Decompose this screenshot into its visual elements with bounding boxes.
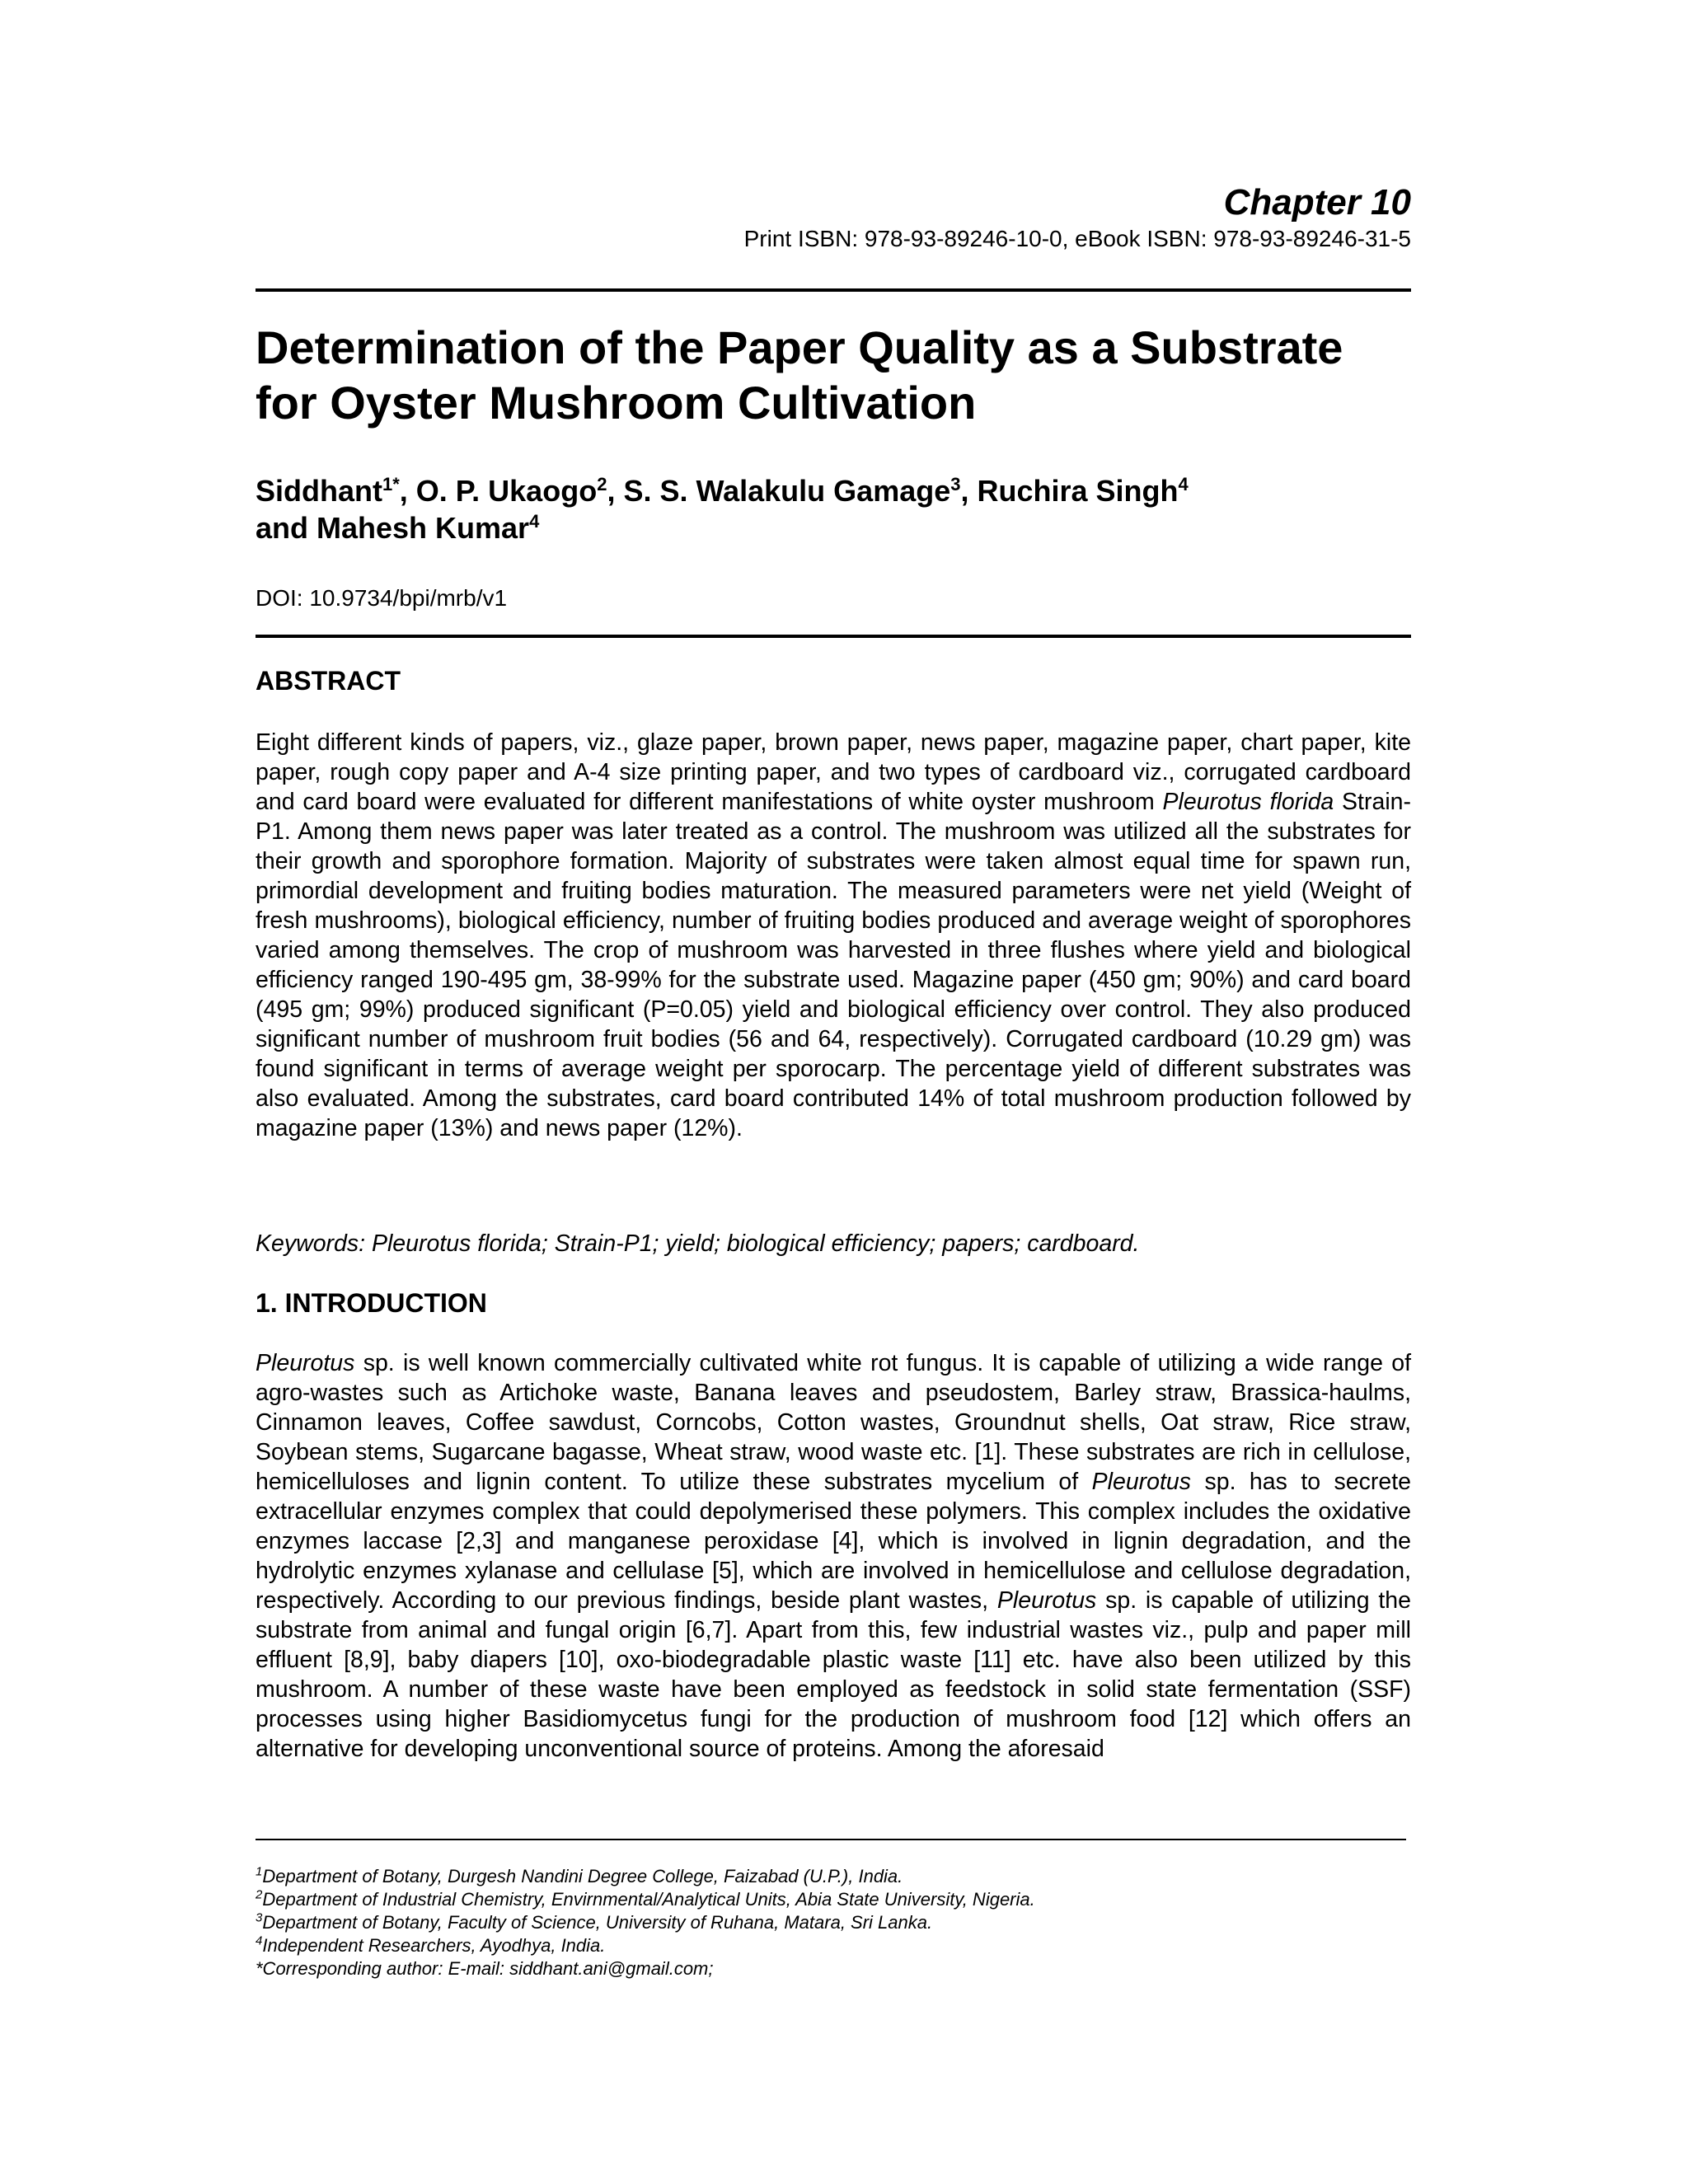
footnote-text: Department of Botany, Faculty of Science, University of Ruhana, Matara, Sri Lanka. [262, 1912, 933, 1933]
footnote-text: Independent Researchers, Ayodhya, India. [262, 1935, 606, 1956]
abstract-text-part: Eight different kinds of papers, viz., glaze paper, brown paper, news paper, magazine paper, chart paper, kite paper, rough copy paper and A-4 size printing paper, and two types of cardboard viz., corrugated cardboard and card board were evaluated for different manifestations of white oyster mushroom [256, 729, 1411, 815]
genus-name: Pleurotus [256, 1350, 355, 1376]
title-line-2: for Oyster Mushroom Cultivation [256, 377, 977, 429]
isbn-line: Print ISBN: 978-93-89246-10-0, eBook ISBN: 978-93-89246-31-5 [743, 226, 1411, 251]
footnote-text: *Corresponding author: E-mail: siddhant.ani@gmail.com; [256, 1958, 714, 1979]
chapter-header [744, 181, 1411, 254]
author-name: , S. S. Walakulu Gamage [607, 474, 951, 508]
footnote-affiliation-2 [256, 1888, 1411, 1911]
footnote-mark: 1 [256, 1864, 263, 1879]
author-affiliation-mark: 2 [597, 474, 607, 494]
abstract-text [256, 728, 1411, 1143]
title-line-1: Determination of the Paper Quality as a Substrate [256, 321, 1343, 373]
title-block-divider [256, 635, 1411, 638]
author-name: , O. P. Ukaogo [399, 474, 598, 508]
footnote-corresponding-author [256, 1957, 1411, 1980]
footnote-mark: 3 [256, 1910, 263, 1925]
footnotes [256, 1865, 1411, 1980]
species-name: Pleurotus florida [1162, 789, 1334, 815]
footnote-mark: 4 [256, 1933, 263, 1948]
author-affiliation-mark: 3 [950, 474, 961, 494]
footnote-affiliation-1 [256, 1865, 1411, 1888]
introduction-heading: 1. INTRODUCTION [256, 1288, 487, 1318]
abstract-heading: ABSTRACT [256, 666, 401, 696]
footnote-affiliation-4 [256, 1934, 1411, 1957]
genus-name: Pleurotus [996, 1587, 1097, 1614]
footnote-affiliation-3 [256, 1911, 1411, 1934]
author-affiliation-mark: 4 [1178, 474, 1189, 494]
author-name: Siddhant [256, 474, 382, 508]
doi: DOI: 10.9734/bpi/mrb/v1 [256, 585, 508, 611]
abstract-text-part: Strain-P1. Among them news paper was later treated as a control. The mushroom was utilized all the substrates for their growth and sporophore formation. Majority of substrates were taken almost equal time for spawn run, primordial development and fruiting bodies maturation. The measured parameters were net yield (Weight of fresh mushrooms), biological efficiency, number of fruiting bodies produced and average weight of sporophores varied among themselves. The crop of mushroom was harvested in three flushes where yield and biological efficiency ranged 190-495 gm, 38-99% for the substrate used. Magazine paper (450 gm; 90%) and card board (495 gm; 99%) produced significant (P=0.05) yield and biological efficiency over control. They also produced significant number of mushroom fruit bodies (56 and 64, respectively). Corrugated cardboard (10.29 gm) was found significant in terms of average weight per sporocarp. The percentage yield of different substrates was also evaluated. Among the substrates, card board contributed 14% of total mushroom production followed by magazine paper (13%) and news paper (12%). [256, 789, 1411, 1141]
paper-title [256, 320, 1411, 430]
author-affiliation-mark: 4 [529, 511, 540, 532]
introduction-text-part: sp. is well known commercially cultivated white rot fungus. It is capable of utilizing a wide range of agro-wastes such as Artichoke waste, Banana leaves and pseudostem, Barley straw, Brassica-haulms, Cinnamon leaves, Coffee sawdust, Corncobs, Cotton wastes, Groundnut shells, Oat straw, Rice straw, Soybean stems, Sugarcane bagasse, Wheat straw, wood waste etc. [1]. These substrates are rich in cellulose, hemicelluloses and lignin content. To utilize these substrates mycelium of [256, 1350, 1411, 1495]
chapter-label: Chapter 10 [1223, 182, 1411, 223]
footnote-mark: 2 [256, 1887, 263, 1902]
footnote-text: Department of Industrial Chemistry, Envirnmental/Analytical Units, Abia State University, Nigeria. [262, 1889, 1035, 1910]
author-name: , Ruchira Singh [960, 474, 1179, 508]
footnote-text: Department of Botany, Durgesh Nandini Degree College, Faizabad (U.P.), India. [262, 1866, 903, 1886]
genus-name: Pleurotus [1091, 1469, 1192, 1495]
introduction-text-part: sp. is capable of utilizing the substrate from animal and fungal origin [6,7]. Apart from this, few industrial wastes viz., pulp and paper mill effluent [8,9], baby diapers [10], oxo-biodegradable plastic waste [11] etc. have also been utilized by this mushroom. A number of these waste have been employed as feedstock in solid state fermentation (SSF) processes using higher Basidiomycetus fungi for the production of mushroom food [12] which offers an alternative for developing unconventional source of proteins. Among the aforesaid [256, 1587, 1411, 1762]
header-divider [256, 288, 1411, 292]
author-name: and Mahesh Kumar [256, 511, 530, 545]
introduction-text-part: sp. has to secrete extracellular enzymes complex that could depolymerised these polymers. This complex includes the oxidative enzymes laccase [2,3] and manganese peroxidase [4], which is involved in lignin degradation, and the hydrolytic enzymes xylanase and cellulase [5], which are involved in hemicellulose and cellulose degradation, respectively. According to our previous findings, beside plant wastes, [256, 1469, 1412, 1614]
author-list [256, 472, 1411, 546]
keywords: Keywords: Pleurotus florida; Strain-P1; yield; biological efficiency; papers; cardboard. [256, 1230, 1140, 1257]
introduction-text [256, 1348, 1411, 1764]
footnote-divider [256, 1839, 1406, 1840]
author-affiliation-mark: 1* [382, 474, 400, 494]
